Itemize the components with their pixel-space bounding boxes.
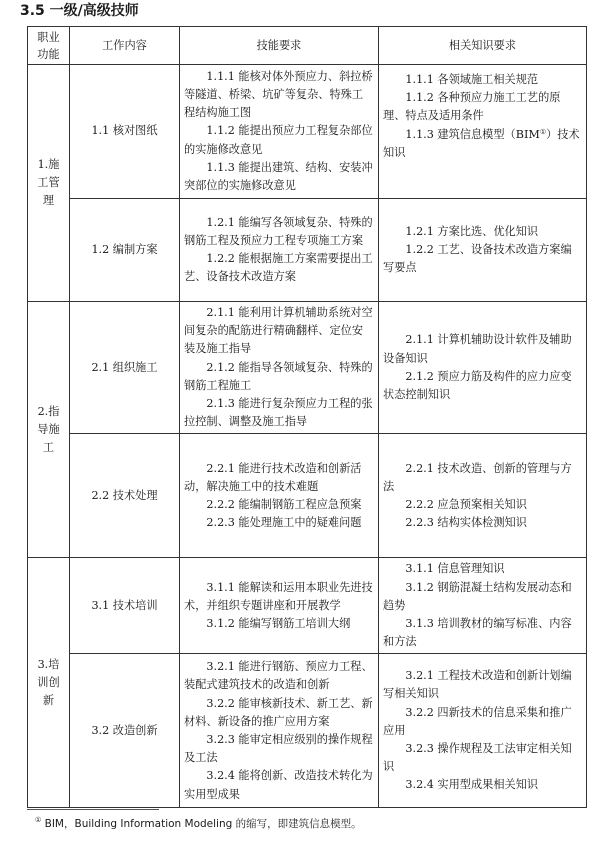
skill-item: 3.2.3 能审定相应级别的操作规程及工法	[184, 732, 373, 765]
footnote-ref-marker: ①	[539, 127, 547, 136]
knowledge-cell	[379, 654, 587, 808]
skills-cell	[180, 302, 379, 434]
knowledge-cell	[379, 434, 587, 558]
footnote-divider	[27, 809, 159, 810]
skills-table	[27, 26, 587, 808]
table-row	[28, 65, 587, 199]
table-row	[28, 434, 587, 558]
skills-cell	[180, 434, 379, 558]
knowledge-item: 2.1.1 计算机辅助设计软件及辅助设备知识	[383, 333, 572, 365]
skill-item: 2.2.3 能处理施工中的疑难问题	[206, 516, 362, 530]
work-cell: 2.1 组织施工	[70, 302, 180, 434]
header-work: 工作内容	[70, 27, 180, 65]
table-header-row	[28, 27, 587, 65]
skill-item: 2.1.3 能进行复杂预应力工程的张拉控制、调整及施工指导	[184, 397, 373, 429]
skill-item: 2.2.1 能进行技术改造和创新活动，解决施工中的技术难题	[184, 461, 362, 493]
skills-cell	[180, 654, 379, 808]
function-cell: 2.指导施工	[28, 302, 70, 558]
knowledge-item: 3.2.2 四新技术的信息采集和推广应用	[383, 705, 572, 737]
footnote	[35, 816, 362, 832]
header-skills: 技能要求	[180, 27, 379, 65]
header-function: 职业功能	[28, 27, 70, 65]
skill-item: 3.2.1 能进行钢筋、预应力工程、装配式建筑技术的改造和创新	[184, 660, 373, 692]
knowledge-item: 3.2.3 操作规程及工法审定相关知识	[383, 742, 572, 774]
knowledge-cell	[379, 199, 587, 302]
knowledge-item: 3.2.1 工程技术改造和创新计划编写相关知识	[383, 669, 572, 701]
knowledge-item: 2.1.2 预应力筋及构件的应力应变状态控制知识	[383, 369, 572, 401]
footnote-text: BIM，Building Information Modeling 的缩写，即建筑信息模型。	[44, 818, 362, 830]
knowledge-cell	[379, 65, 587, 199]
skills-cell	[180, 558, 379, 654]
skill-item: 3.1.1 能解读和运用本职业先进技术，并组织专题讲座和开展教学	[184, 580, 373, 612]
work-cell: 2.2 技术处理	[70, 434, 180, 558]
work-cell: 3.1 技术培训	[70, 558, 180, 654]
knowledge-item: 2.2.1 技术改造、创新的管理与方法	[383, 461, 572, 493]
knowledge-item: 1.2.1 方案比选、优化知识	[405, 224, 539, 238]
table-row	[28, 199, 587, 302]
knowledge-item: 2.2.3 结构实体检测知识	[405, 516, 527, 530]
knowledge-item: 3.1.3 培训教材的编写标准、内容和方法	[383, 617, 572, 649]
knowledge-item	[383, 126, 582, 162]
knowledge-item: 2.2.2 应急预案相关知识	[405, 497, 527, 511]
knowledge-item: 3.1.1 信息管理知识	[405, 562, 505, 576]
skill-item: 1.1.3 能提出建筑、结构、安装冲突部位的实施修改意见	[184, 160, 373, 192]
knowledge-item: 3.2.4 实用型成果相关知识	[405, 778, 539, 792]
skill-item: 3.2.2 能审核新技术、新工艺、新材料、新设备的推广应用方案	[184, 696, 373, 728]
knowledge-bim-text: 1.1.3 建筑信息模型（BIM	[405, 127, 540, 141]
header-knowledge: 相关知识要求	[379, 27, 587, 65]
knowledge-cell	[379, 558, 587, 654]
skill-item: 1.1.2 能提出预应力工程复杂部位的实施修改意见	[184, 124, 373, 156]
table-row	[28, 302, 587, 434]
skill-item: 2.1.1 能利用计算机辅助系统对空间复杂的配筋进行精确翻样、定位安装及施工指导	[184, 306, 373, 356]
skill-item: 3.2.4 能将创新、改造技术转化为实用型成果	[184, 769, 373, 801]
work-cell: 1.2 编制方案	[70, 199, 180, 302]
work-cell: 1.1 核对图纸	[70, 65, 180, 199]
function-cell: 1.施工管理	[28, 65, 70, 302]
skill-item: 1.2.2 能根据施工方案需要提出工艺、设备技术改造方案	[184, 252, 373, 284]
knowledge-item: 1.2.2 工艺、设备技术改造方案编写要点	[383, 242, 572, 275]
knowledge-bim-text-tail: ）技术知识	[383, 127, 580, 159]
function-cell: 3.培训创新	[28, 558, 70, 808]
skill-item: 1.2.1 能编写各领域复杂、特殊的钢筋工程及预应力工程专项施工方案	[184, 215, 373, 247]
knowledge-cell	[379, 302, 587, 434]
knowledge-item: 1.1.1 各领域施工相关规范	[405, 73, 539, 86]
skill-item: 1.1.1 能核对体外预应力、斜拉桥等隧道、桥梁、坑矿等复杂、特殊工程结构施工图	[184, 69, 373, 120]
knowledge-item: 1.1.2 各种预应力施工工艺的原理、特点及适用条件	[383, 91, 561, 123]
work-cell: 3.2 改造创新	[70, 654, 180, 808]
section-heading: 3.5 一级/高级技师	[20, 3, 139, 19]
skill-item: 2.2.2 能编制钢筋工程应急预案	[206, 497, 362, 511]
knowledge-item: 3.1.2 钢筋混凝土结构发展动态和趋势	[383, 580, 572, 612]
table-row	[28, 654, 587, 808]
skills-cell	[180, 65, 379, 199]
table-row	[28, 558, 587, 654]
footnote-marker: ①	[35, 816, 42, 824]
skills-cell	[180, 199, 379, 302]
skill-item: 3.1.2 能编写钢筋工培训大纲	[206, 617, 351, 631]
skill-item: 2.1.2 能指导各领域复杂、特殊的钢筋工程施工	[184, 360, 373, 392]
